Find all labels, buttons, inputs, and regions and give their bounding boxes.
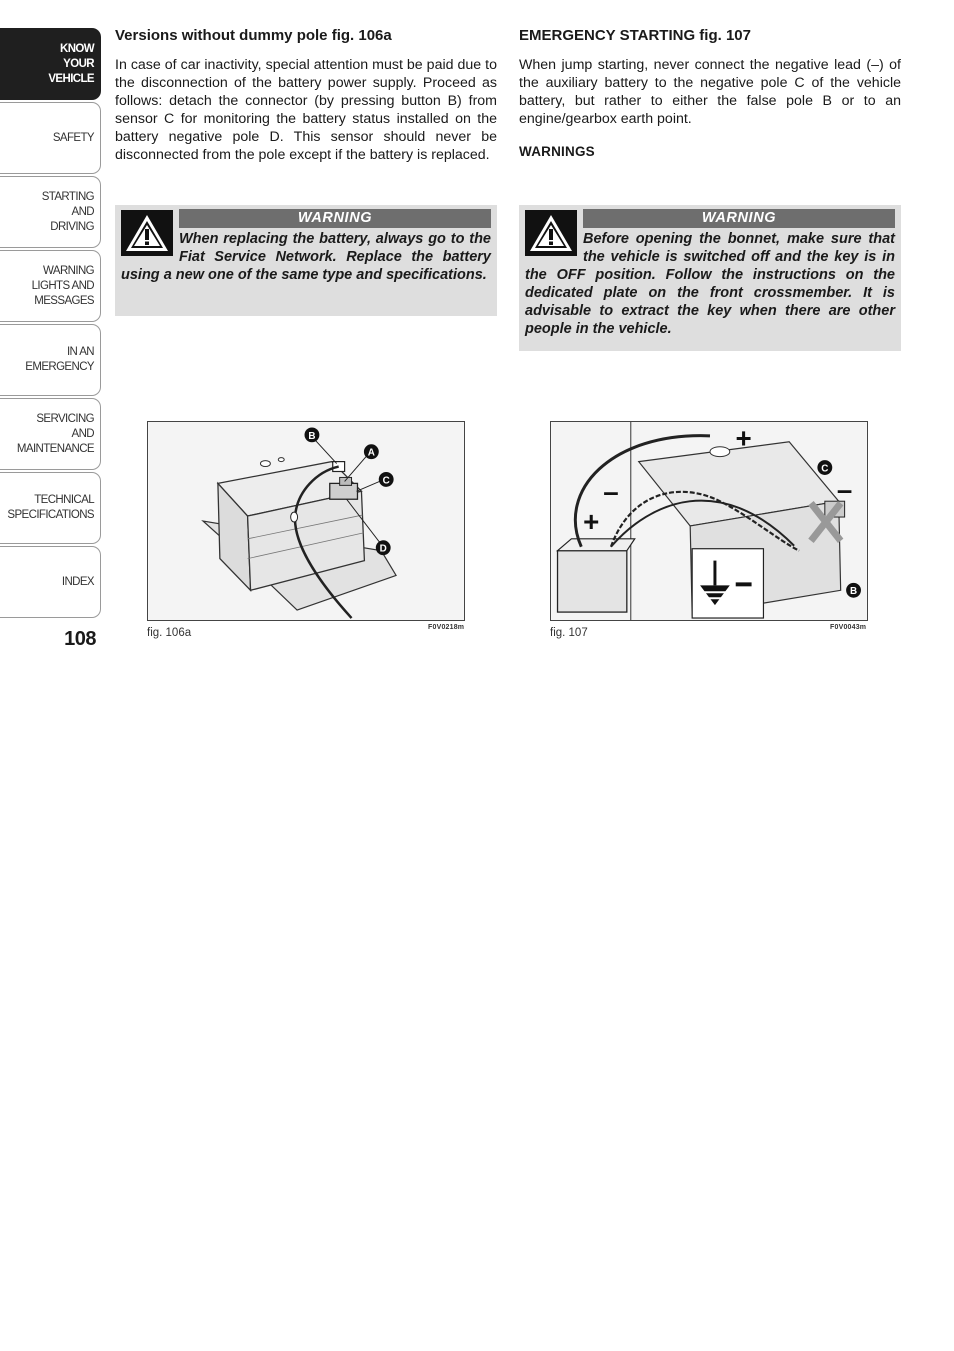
chapter-tab-label: LIGHTS AND xyxy=(31,279,94,292)
warning-title: WARNING xyxy=(583,209,895,228)
subheading-warnings: WARNINGS xyxy=(519,144,595,159)
plus-sign-vehicle: + xyxy=(735,422,752,454)
chapter-tab-know-your-vehicle[interactable] xyxy=(0,28,101,100)
warning-text: When replacing the battery, always go to the Fiat Service Network. Replace the battery using a new one of the same type and specifications. xyxy=(121,231,491,283)
section-heading-emergency-starting: EMERGENCY STARTING fig. 107 xyxy=(519,27,751,44)
chapter-tab-in-an-emergency[interactable] xyxy=(0,324,101,396)
label-b: B xyxy=(849,586,858,598)
label-c: C xyxy=(382,475,390,487)
chapter-tab-servicing-and-maintenance[interactable] xyxy=(0,398,101,470)
jump-starting-illustration xyxy=(551,422,867,620)
chapter-tab-label: AND xyxy=(71,205,94,218)
chapter-tab-starting-and-driving[interactable] xyxy=(0,176,101,248)
paragraph-battery-inactivity: In case of car inactivity, special attention must be paid due to the disconnection of the battery power supply. Proceed as follows: detach the connector (by pressing button B) from sensor C for monitoring the battery status installed on the battery negative pole D. This sensor should never be disconnected from the pole except if the battery is replaced. xyxy=(115,57,497,163)
chapter-tab-label: TECHNICAL xyxy=(34,494,94,506)
warning-box-bonnet xyxy=(519,205,901,351)
chapter-tab-label: MAINTENANCE xyxy=(16,442,94,455)
warning-title: WARNING xyxy=(179,209,491,228)
warning-box-battery-replacement xyxy=(115,205,497,316)
chapter-tab-label: IN AN xyxy=(66,346,94,358)
chapter-tab-label: AND xyxy=(71,427,94,440)
minus-sign-vehicle: – xyxy=(836,474,853,506)
page-number: 108 xyxy=(64,628,96,650)
chapter-tab-index[interactable] xyxy=(0,546,101,618)
label-c: C xyxy=(821,463,829,475)
chapter-tab-label: VEHICLE xyxy=(48,72,94,85)
chapter-tab-warning-lights-and-messages[interactable] xyxy=(0,250,101,322)
chapter-tab-technical-specifications[interactable] xyxy=(0,472,101,544)
warning-triangle-icon xyxy=(121,210,173,256)
figure-106a-battery-sensor xyxy=(147,421,465,621)
figure-caption: fig. 106a xyxy=(147,627,192,639)
paragraph-jump-starting: When jump starting, never connect the negative lead (–) of the auxiliary battery to the negative pole C of the vehicle battery, but rather to either the false pole B or to an engine/gearbox earth point. xyxy=(519,57,901,127)
chapter-tab-label: SAFETY xyxy=(52,131,94,144)
chapter-tab-label: INDEX xyxy=(61,575,94,588)
chapter-tab-label: STARTING xyxy=(41,190,94,203)
right-column xyxy=(519,26,901,159)
chapter-tab-label: YOUR xyxy=(63,57,94,70)
chapter-tab-safety[interactable] xyxy=(0,102,101,174)
left-column xyxy=(115,26,497,164)
chapter-tabs xyxy=(0,28,101,620)
chapter-tab-label: DRIVING xyxy=(50,220,94,233)
chapter-tab-label: MESSAGES xyxy=(34,294,94,307)
plus-sign-auxiliary: + xyxy=(583,505,600,537)
chapter-tab-label: SERVICING xyxy=(36,412,94,425)
chapter-tab-label: EMERGENCY xyxy=(25,361,94,373)
figure-107-jump-starting xyxy=(550,421,868,621)
label-b: B xyxy=(308,430,316,442)
chapter-tab-label: WARNING xyxy=(43,264,94,277)
figure-code: F0V0043m xyxy=(830,624,867,631)
warning-triangle-icon xyxy=(525,210,577,256)
warning-text: Before opening the bonnet, make sure that the vehicle is switched off and the key is in the OFF position. Follow the instructions on the dedicated plate on the front crossmember. It is advisable to extract the key when there are other people in the vehicle. xyxy=(525,231,895,337)
figure-caption: fig. 107 xyxy=(550,627,588,639)
label-a: A xyxy=(367,447,375,459)
label-d: D xyxy=(379,543,387,555)
minus-sign-auxiliary: – xyxy=(603,476,619,508)
figure-code: F0V0218m xyxy=(428,624,465,631)
chapter-tab-label: KNOW xyxy=(59,42,94,55)
chapter-tab-label: SPECIFICATIONS xyxy=(7,509,94,521)
section-heading-dummy-pole: Versions without dummy pole fig. 106a xyxy=(115,27,392,44)
battery-sensor-illustration xyxy=(148,422,464,620)
